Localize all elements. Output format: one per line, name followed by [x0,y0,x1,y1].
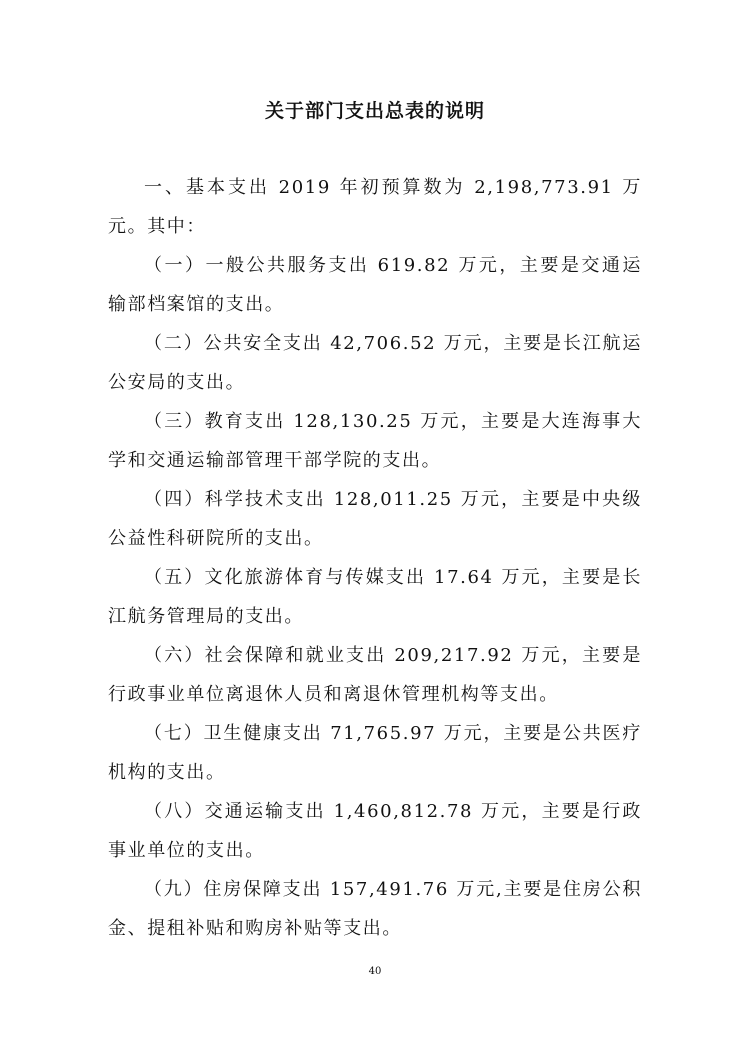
paragraph-item-5: （五）文化旅游体育与传媒支出 17.64 万元，主要是长江航务管理局的支出。 [108,567,642,627]
document-title: 关于部门支出总表的说明 [264,100,485,122]
paragraph-item-2: （二）公共安全支出 42,706.52 万元，主要是长江航运公安局的支出。 [108,333,642,393]
paragraph-item-9: （九）住房保障支出 157,491.76 万元,主要是住房公积金、提租补贴和购房补贴等支出。 [108,879,642,939]
paragraph-item-1: （一）一般公共服务支出 619.82 万元，主要是交通运输部档案馆的支出。 [108,255,642,315]
page-number: 40 [368,966,382,977]
paragraph-item-3: （三）教育支出 128,130.25 万元，主要是大连海事大学和交通运输部管理干部学院的支出。 [108,411,642,471]
paragraph-item-7: （七）卫生健康支出 71,765.97 万元，主要是公共医疗机构的支出。 [108,723,642,783]
paragraph-item-8: （八）交通运输支出 1,460,812.78 万元，主要是行政事业单位的支出。 [108,801,642,861]
paragraph-item-4: （四）科学技术支出 128,011.25 万元，主要是中央级公益性科研院所的支出。 [108,489,642,549]
document-body [108,168,642,948]
paragraph-basic-expenditure: 一、基本支出 2019 年初预算数为 2,198,773.91 万元。其中： [108,177,642,237]
paragraph-item-6: （六）社会保障和就业支出 209,217.92 万元，主要是行政事业单位离退休人员和离退休管理机构等支出。 [108,645,642,705]
